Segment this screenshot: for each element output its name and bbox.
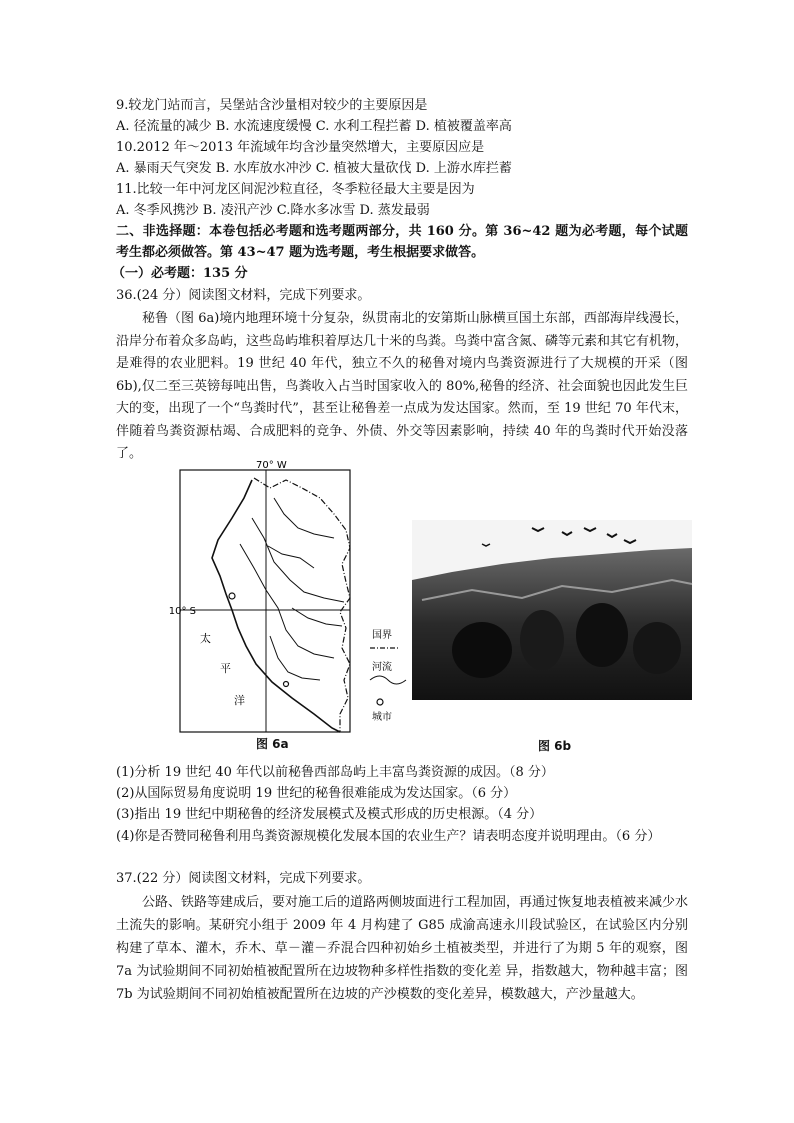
- section2-subheading: （一）必考题：135 分: [112, 266, 248, 281]
- q10-stem: 10.2012 年～2013 年流域年均含沙量突然增大，主要原因应是: [116, 140, 485, 155]
- q11-options: A. 冬季风携沙 B. 凌汛产沙 C.降水多冰雪 D. 蒸发最弱: [116, 203, 430, 218]
- legend-river-symbol: [370, 676, 406, 684]
- lon-label: 70° W: [256, 460, 287, 471]
- q36-question-4: (4)你是否赞同秘鲁利用鸟粪资源规模化发展本国的农业生产？请表明态度并说明理由。（6 分）: [116, 829, 661, 844]
- legend-city-symbol: [377, 699, 383, 705]
- q37-material: 公路、铁路等建成后，要对施工后的道路两侧坡面进行工程加固，再通过恢复地表植被来减少水土流失的影响。某研究小组于 2009 年 4 月构建了 G85 成渝高速永川段试验区，在试验区内分别构建了草本、灌木，乔木、草－灌－乔混合四种初始乡土植被类型，并进行了为期 5 年的观察，图 7a 为试验期间不同初始植被配置所在边坡物种多样性指数的变化差 异，指数越大，物种越丰富；图 7b 为试验期间不同初始植被配置所在边坡的产沙模数的变化差异，模数越大，产沙量越大。: [116, 895, 689, 1002]
- q10-options: A. 暴雨天气突发 B. 水库放水冲沙 C. 植被大量砍伐 D. 上游水库拦蓄: [116, 161, 512, 176]
- q9-stem: 9.较龙门站而言，吴堡站含沙量相对较少的主要原因是: [116, 98, 428, 113]
- q11-stem: 11.比较一年中河龙区间泥沙粒直径，冬季粒径最大主要是因为: [116, 182, 475, 197]
- city-marker: [284, 682, 289, 687]
- q9-options: A. 径流量的减少 B. 水流速度缓慢 C. 水利工程拦蓄 D. 植被覆盖率高: [116, 119, 512, 134]
- ocean-label-1: 太: [200, 632, 211, 645]
- figure-6a-map: [168, 458, 414, 748]
- q36-material: 秘鲁（图 6a)境内地理环境十分复杂，纵贯南北的安第斯山脉横亘国土东部，西部海岸线漫长，沿岸分布着众多岛屿，这些岛屿堆积着厚达几十米的鸟粪。鸟粪中富含氮、磷等元素和其它有机物，是难得的农业肥料。19 世纪 40 年代，独立不久的秘鲁对境内鸟粪资源进行了大规模的开采（图 6b),仅二至三英镑每吨出售，鸟粪收入占当时国家收入的 80%,秘鲁的经济、社会面貌也因此发生巨大的变，出现了一个“鸟粪时代”，甚至让秘鲁差一点成为发达国家。然而，至 19 世纪 70 年代末，伴随着鸟粪资源枯竭、合成肥料的竞争、外债、外交等因素影响，持续 40 年的鸟粪时代开始没落了。: [116, 311, 689, 461]
- section2-heading: 二、非选择题：本卷包括必考题和选考题两部分，共 160 分。第 36~42 题为必考题，每个试题考生都必须做答。第 43~47 题为选考题，考生根据要求做答。: [116, 224, 688, 260]
- q36-intro: 36.(24 分）阅读图文材料，完成下列要求。: [116, 288, 371, 303]
- legend-city-label: 城市: [372, 712, 392, 723]
- figure-6b-caption: 图 6b: [538, 739, 572, 753]
- q36-question-1: (1)分析 19 世纪 40 年代以前秘鲁西部岛屿上丰富鸟粪资源的成因。（8 分）: [116, 765, 554, 780]
- legend-border-label: 国界: [372, 630, 392, 641]
- q37-intro: 37.(22 分）阅读图文材料，完成下列要求。: [116, 871, 371, 886]
- q36-question-2: (2)从国际贸易角度说明 19 世纪的秘鲁很难能成为发达国家。（6 分）: [116, 786, 517, 801]
- legend-river-label: 河流: [372, 662, 392, 673]
- ocean-label-2: 平: [220, 662, 231, 675]
- q36-question-3: (3)指出 19 世纪中期秘鲁的经济发展模式及模式形成的历史根源。（4 分）: [116, 807, 543, 822]
- figure-6a-caption: 图 6a: [256, 737, 289, 751]
- lat-label: 10° S: [168, 606, 196, 617]
- ocean-label-3: 洋: [234, 694, 245, 707]
- figure-6b-photo: [412, 520, 692, 700]
- city-marker: [229, 593, 235, 599]
